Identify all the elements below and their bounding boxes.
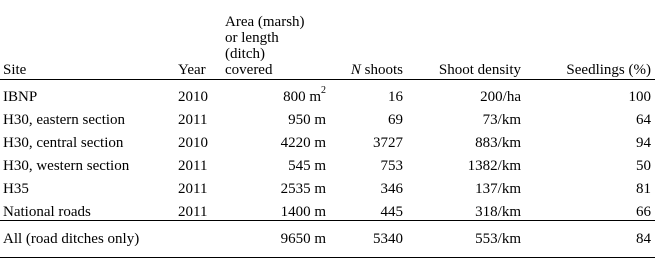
cell-year: 2011: [178, 204, 208, 220]
header-area-line3: (ditch): [225, 46, 265, 62]
cell-n-shoots: 16: [388, 89, 403, 105]
cell-n-shoots: 346: [380, 181, 403, 197]
cell-n-shoots: 445: [380, 204, 403, 220]
cell-year: 2010: [178, 89, 208, 105]
cell-seedlings: 100: [628, 89, 651, 105]
header-area-line1: Area (marsh): [225, 14, 305, 30]
cell-density: 200/ha: [480, 89, 521, 105]
total-n-shoots: 5340: [330, 221, 407, 258]
cell-density: 137/km: [475, 181, 521, 197]
cell-site: H30, central section: [3, 135, 124, 151]
cell-year: 2011: [178, 112, 208, 128]
header-n-label: shoots: [360, 62, 403, 78]
header-year: Year: [178, 0, 222, 80]
cell-area: 2535 m: [280, 181, 326, 197]
header-site: Site: [0, 0, 178, 80]
cell-seedlings: 94: [636, 135, 651, 151]
header-seedlings: Seedlings (%): [525, 0, 655, 80]
cell-area: 545 m: [288, 158, 326, 174]
cell-area: 4220 m: [280, 135, 326, 151]
total-site: All (road ditches only): [0, 221, 178, 258]
cell-n-shoots: 753: [380, 158, 403, 174]
cell-seedlings: 66: [636, 204, 651, 220]
table-row: [0, 197, 655, 221]
table-row: [0, 151, 655, 174]
cell-area: 950 m: [288, 112, 326, 128]
cell-year: 2011: [178, 181, 208, 197]
table-row: [0, 128, 655, 151]
cell-n-shoots: 3727: [373, 135, 403, 151]
cell-year: 2011: [178, 158, 208, 174]
cell-site: H30, western section: [3, 158, 130, 174]
total-seedlings: 84: [525, 221, 655, 258]
header-n-symbol: N: [350, 62, 361, 78]
table-row: [0, 174, 655, 197]
cell-site: H30, eastern section: [3, 112, 126, 128]
header-area-line4: covered: [225, 62, 273, 78]
header-area-line2: or length: [225, 30, 279, 46]
cell-year: 2010: [178, 135, 208, 151]
header-n-shoots: [330, 0, 407, 80]
cell-site: H35: [3, 181, 29, 197]
header-row: [0, 0, 655, 80]
cell-density: 318/km: [475, 204, 521, 220]
cell-site: National roads: [3, 204, 91, 220]
cell-area-superscript: 2: [321, 85, 326, 96]
total-year: [178, 221, 222, 258]
header-area: [222, 0, 330, 80]
total-row: [0, 221, 655, 258]
table-row: [0, 105, 655, 128]
cell-seedlings: 81: [636, 181, 651, 197]
cell-site: IBNP: [3, 89, 38, 105]
header-shoot-density: Shoot density: [407, 0, 525, 80]
cell-area: 1400 m: [280, 204, 326, 220]
cell-seedlings: 64: [636, 112, 651, 128]
table-row: [0, 80, 655, 106]
cell-density: 73/km: [482, 112, 521, 128]
cell-density: 1382/km: [467, 158, 521, 174]
total-density: 553/km: [407, 221, 525, 258]
cell-area: [222, 80, 330, 106]
cell-area-value: 800 m: [283, 89, 321, 105]
cell-n-shoots: 69: [388, 112, 403, 128]
total-area: 9650 m: [222, 221, 330, 258]
cell-seedlings: 50: [636, 158, 651, 174]
cell-density: 883/km: [475, 135, 521, 151]
